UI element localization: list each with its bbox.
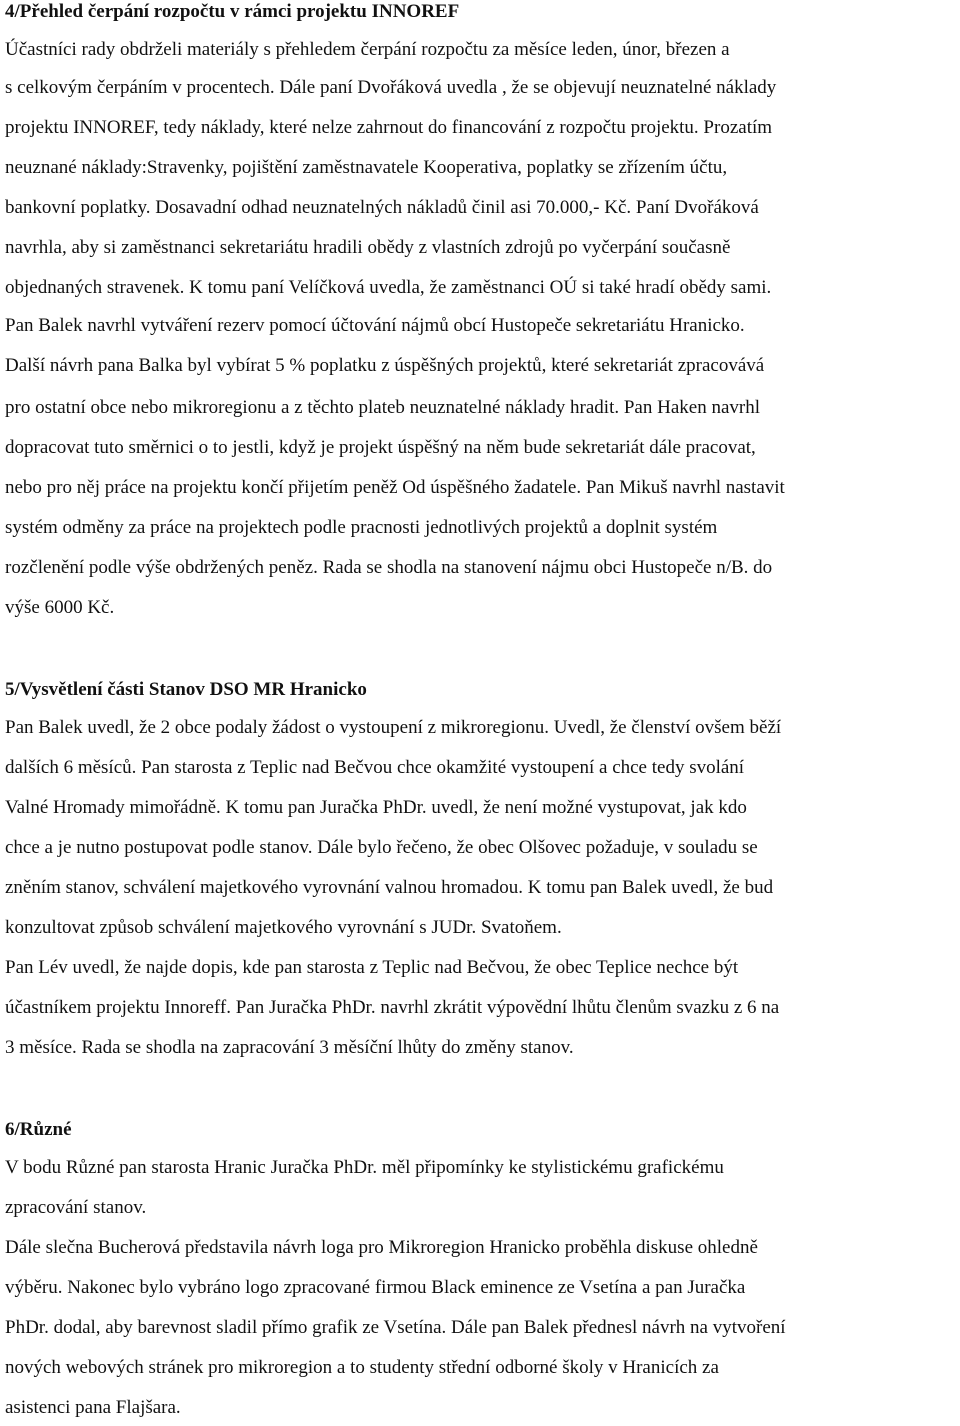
section-4-line-6: navrhla, aby si zaměstnanci sekretariátu hradili obědy z vlastních zdrojů po vyčerpání současně (5, 237, 731, 258)
section-6-line-3: Dále slečna Bucherová představila návrh loga pro Mikroregion Hranicko proběhla diskuse ohledně (5, 1237, 758, 1258)
section-4-line-10: pro ostatní obce nebo mikroregionu a z těchto plateb neuznatelné náklady hradit. Pan Haken navrhl (5, 397, 760, 418)
section-5-line-4: chce a je nutno postupovat podle stanov. Dále bylo řečeno, že obec Olšovec požaduje, v souladu se (5, 837, 758, 858)
section-4-line-12: nebo pro něj práce na projektu končí přijetím peněž Od úspěšného žadatele. Pan Mikuš navrhl nastavit (5, 477, 785, 498)
section-5-heading: 5/Vysvětlení části Stanov DSO MR Hranicko (5, 679, 367, 700)
section-4-line-4: neuznané náklady:Stravenky, pojištění zaměstnavatele Kooperativa, poplatky se zřízením účtu, (5, 157, 728, 178)
section-5-line-2: dalších 6 měsíců. Pan starosta z Teplic nad Bečvou chce okamžité vystoupení a chce tedy svolání (5, 757, 745, 778)
section-4-line-1: Účastníci rady obdrželi materiály s přehledem čerpání rozpočtu za měsíce leden, únor, březen a (5, 39, 730, 60)
section-5-line-5: zněním stanov, schválení majetkového vyrovnání valnou hromadou. K tomu pan Balek uvedl, že bud (5, 877, 774, 898)
section-5-line-9: 3 měsíce. Rada se shodla na zapracování 3 měsíční lhůty do změny stanov. (5, 1037, 574, 1058)
section-5-line-8: účastníkem projektu Innoreff. Pan Juračka PhDr. navrhl zkrátit výpovědní lhůtu členům svazku z 6 na (5, 997, 780, 1018)
section-6-line-1: V bodu Různé pan starosta Hranic Juračka PhDr. měl připomínky ke stylistickému grafickému (5, 1157, 724, 1178)
section-6-line-6: nových webových stránek pro mikroregion a to studenty střední odborné školy v Hranicích za (5, 1357, 719, 1378)
section-4-line-2: s celkovým čerpáním v procentech. Dále paní Dvořáková uvedla , že se objevují neuznatelné náklady (5, 77, 777, 98)
section-5-line-7: Pan Lév uvedl, že najde dopis, kde pan starosta z Teplic nad Bečvou, že obec Teplice nechce být (5, 957, 739, 978)
section-6-line-4: výběru. Nakonec bylo vybráno logo zpracované firmou Black eminence ze Vsetína a pan Juračka (5, 1277, 746, 1298)
section-5-line-6: konzultovat způsob schválení majetkového vyrovnání s JUDr. Svatoňem. (5, 917, 562, 938)
section-5-line-1: Pan Balek uvedl, že 2 obce podaly žádost o vystoupení z mikroregionu. Uvedl, že členství ovšem běží (5, 717, 782, 738)
section-6-line-5: PhDr. dodal, aby barevnost sladil přímo grafik ze Vsetína. Dále pan Balek přednesl návrh na vytvoření (5, 1317, 786, 1338)
section-4-line-13: systém odměny za práce na projektech podle pracnosti jednotlivých projektů a doplnit systém (5, 517, 718, 538)
section-4-line-5: bankovní poplatky. Dosavadní odhad neuznatelných nákladů činil asi 70.000,- Kč. Paní Dvořáková (5, 197, 759, 218)
section-4-line-11: dopracovat tuto směrnici o to jestli, když je projekt úspěšný na něm bude sekretariát dále pracovat, (5, 437, 756, 458)
section-4-line-9: Další návrh pana Balka byl vybírat 5 % poplatku z úspěšných projektů, které sekretariát zpracovává (5, 355, 765, 376)
section-5-line-3: Valné Hromady mimořádně. K tomu pan Juračka PhDr. uvedl, že není možné vystupovat, jak kdo (5, 797, 747, 818)
section-6-line-7: asistenci pana Flajšara. (5, 1397, 181, 1418)
section-4-line-8: Pan Balek navrhl vytváření rezerv pomocí účtování nájmů obcí Hustopeče sekretariátu Hranicko. (5, 315, 745, 336)
section-4-heading: 4/Přehled čerpání rozpočtu v rámci projektu INNOREF (5, 1, 460, 22)
section-4-line-15: výše 6000 Kč. (5, 597, 115, 618)
section-6-line-2: zpracování stanov. (5, 1197, 147, 1218)
section-4-line-14: rozčlenění podle výše obdržených peněz. Rada se shodla na stanovení nájmu obci Hustopeče n/B. do (5, 557, 773, 578)
section-4-line-3: projektu INNOREF, tedy náklady, které nelze zahrnout do financování z rozpočtu projektu. Prozatím (5, 117, 773, 138)
section-4-line-7: objednaných stravenek. K tomu paní Velíčková uvedla, že zaměstnanci OÚ si také hradí obědy sami. (5, 277, 772, 298)
section-6-heading: 6/Různé (5, 1119, 72, 1140)
